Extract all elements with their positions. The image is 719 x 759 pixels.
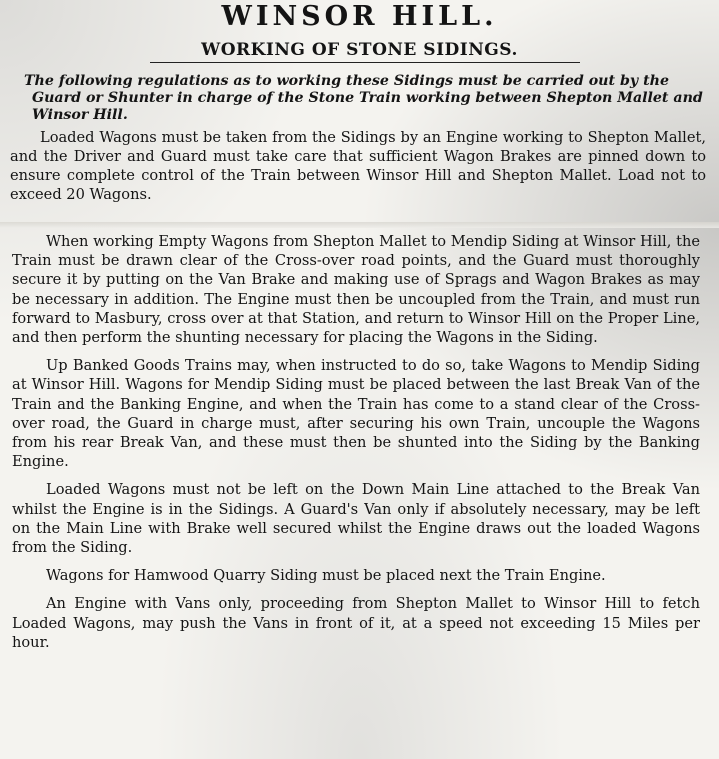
document-subtitle: WORKING OF STONE SIDINGS. — [201, 40, 518, 60]
paragraph-loaded-wagons: Loaded Wagons must be taken from the Sidings by an Engine working to Shepton Mallet, and the Driver and Guard must take care that sufficient Wagon Brakes are pinned down to ensure complete control of the Train between Winsor Hill and Shepton Mallet. Load not to exceed 20 Wagons. — [10, 129, 706, 203]
body-text — [12, 232, 700, 661]
document-title: WINSOR HILL. — [221, 1, 498, 32]
paragraph-hamwood-quarry: Wagons for Hamwood Quarry Siding must be placed next the Train Engine. — [46, 567, 606, 585]
paragraph-up-banked-trains: Up Banked Goods Trains may, when instructed to do so, take Wagons to Mendip Siding at Winsor Hill. Wagons for Mendip Siding must be placed between the last Break Van of the Train and the Banking Engine, and when the Train has come to a stand clear of the Cross-over road, the Guard in charge must, after securing his own Train, uncouple the Wagons from his rear Break Van, and these must then be shunted into the Siding by the Banking Engine. — [12, 357, 700, 471]
paragraph-engine-with-vans: An Engine with Vans only, proceeding from Shepton Mallet to Winsor Hill to fetch Loaded Wagons, may push the Vans in front of it, at a speed not exceeding 15 Miles per hour. — [12, 595, 700, 651]
paragraph-down-main-line: Loaded Wagons must not be left on the Down Main Line attached to the Break Van whilst the Engine is in the Sidings. A Guard's Van only if absolutely necessary, may be left on the Main Line with Brake well secured whilst the Engine draws out the loaded Wagons from the Siding. — [12, 481, 700, 557]
clipping-join — [0, 222, 719, 228]
intro-paragraph: The following regulations as to working these Sidings must be carried out by the Guard or Shunter in charge of the Stone Train working between Shepton Mallet and Winsor Hill. — [24, 73, 703, 123]
title-rule — [150, 62, 580, 63]
paragraph-empty-wagons: When working Empty Wagons from Shepton Mallet to Mendip Siding at Winsor Hill, the Train must be drawn clear of the Cross-over road points, and the Guard must thoroughly secure it by putting on the Van Brake and making use of Sprags and Wagon Brakes as may be necessary in addition. The Engine must then be uncoupled from the Train, and must run forward to Masbury, cross over at that Station, and return to Winsor Hill on the Proper Line, and then perform the shunting necessary for placing the Wagons in the Siding. — [12, 233, 700, 347]
